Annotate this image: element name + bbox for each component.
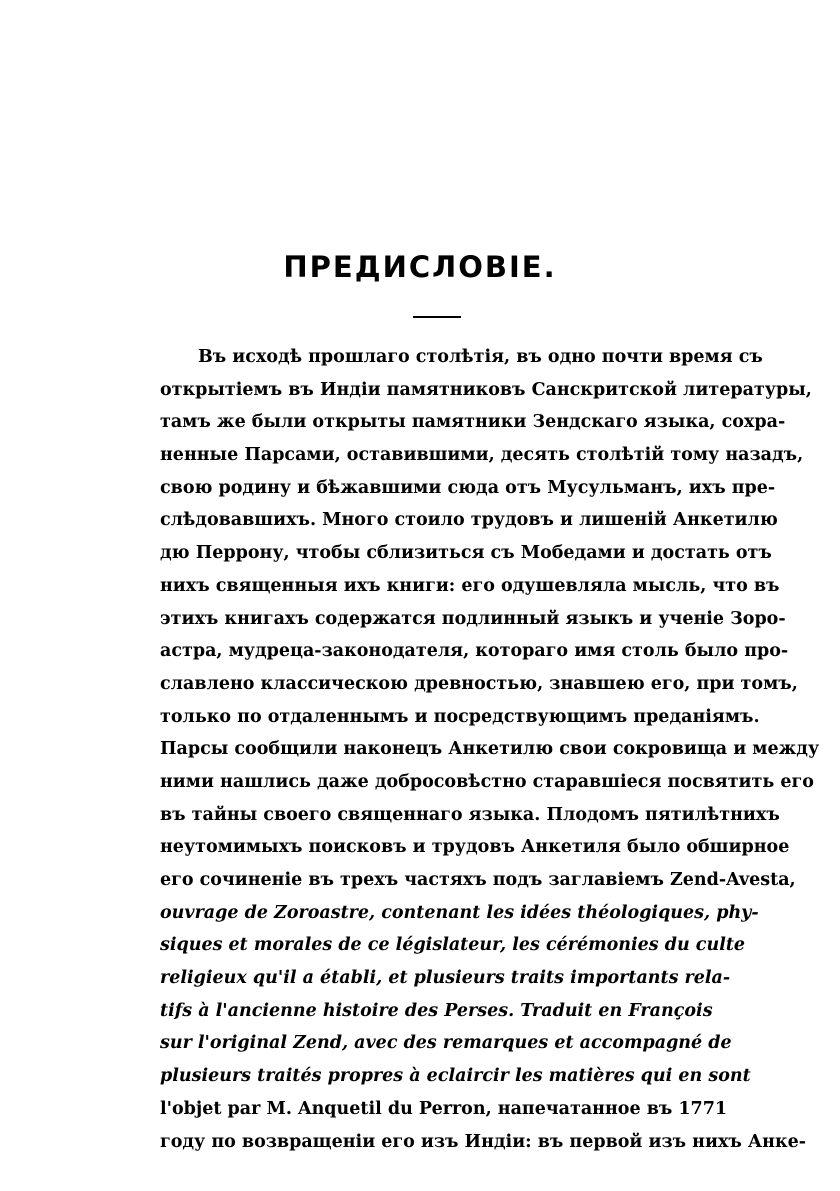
text-line: славлено классическою древностью, знавшею его, при томъ,: [160, 673, 798, 694]
text-line: ними нашлись даже добросовѣстно старавшіеся посвятить его: [160, 771, 814, 792]
text-line: году по возвращеніи его изъ Индіи: въ первой изъ нихъ Анке-: [160, 1131, 806, 1152]
text-line: plusieurs traités propres à eclaircir les matières qui en sont: [160, 1066, 751, 1087]
text-line: ненные Парсами, оставившими, десять столѣтій тому назадъ,: [160, 445, 804, 466]
page-title: ПРЕДИСЛОВІЕ.: [283, 250, 557, 284]
text-line: siques et morales de ce législateur, les cérémonies du culte: [160, 935, 746, 956]
text-line: этихъ книгахъ содержатся подлинный языкъ и ученіе Зоро-: [160, 608, 786, 629]
preface-paragraph: [160, 341, 820, 1158]
text-line: его сочиненіе въ трехъ частяхъ подъ заглавіемъ Zend-Avesta,: [160, 870, 796, 890]
text-line: въ тайны своего священнаго языка. Плодомъ пятилѣтнихъ: [160, 804, 780, 825]
text-line: Въ исходѣ прошлаго столѣтія, въ одно почти время съ: [198, 347, 763, 367]
title-divider: [413, 316, 461, 318]
text-line: нихъ священныя ихъ книги: его одушевляла мысль, что въ: [160, 575, 780, 596]
text-line: sur l'original Zend, avec des remarques et accompagné de: [160, 1033, 732, 1054]
text-line: l'objet par M. Anquetil du Perron, напечатанное въ 1771: [160, 1098, 728, 1119]
text-line: неутомимыхъ поисковъ и трудовъ Анкетиля было обширное: [160, 837, 790, 858]
text-line: тамъ же были открыты памятники Зендскаго языка, сохра-: [160, 412, 786, 433]
text-line: religieux qu'il a établi, et plusieurs traits importants rela-: [160, 968, 731, 989]
text-line: tifs à l'ancienne histoire des Perses. Traduit en François: [160, 1000, 713, 1021]
text-line: Парсы сообщили наконецъ Анкетилю свои сокровища и между: [160, 739, 820, 760]
text-line: дю Перрону, чтобы сблизиться съ Мобедами и достать отъ: [160, 543, 772, 564]
text-line: слѣдовавшихъ. Много стоило трудовъ и лишеній Анкетилю: [160, 510, 778, 531]
text-line: ouvrage de Zoroastre, contenant les idées théologiques, phy-: [160, 902, 759, 923]
text-line: астра, мудреца-законодателя, котораго имя столь было про-: [160, 641, 789, 662]
text-line: свою родину и бѣжавшими сюда отъ Мусульманъ, ихъ пре-: [160, 477, 776, 498]
text-line: только по отдаленнымъ и посредствующимъ преданіямъ.: [160, 706, 760, 727]
text-line: открытіемъ въ Индіи памятниковъ Санскритской литературы,: [160, 379, 812, 400]
